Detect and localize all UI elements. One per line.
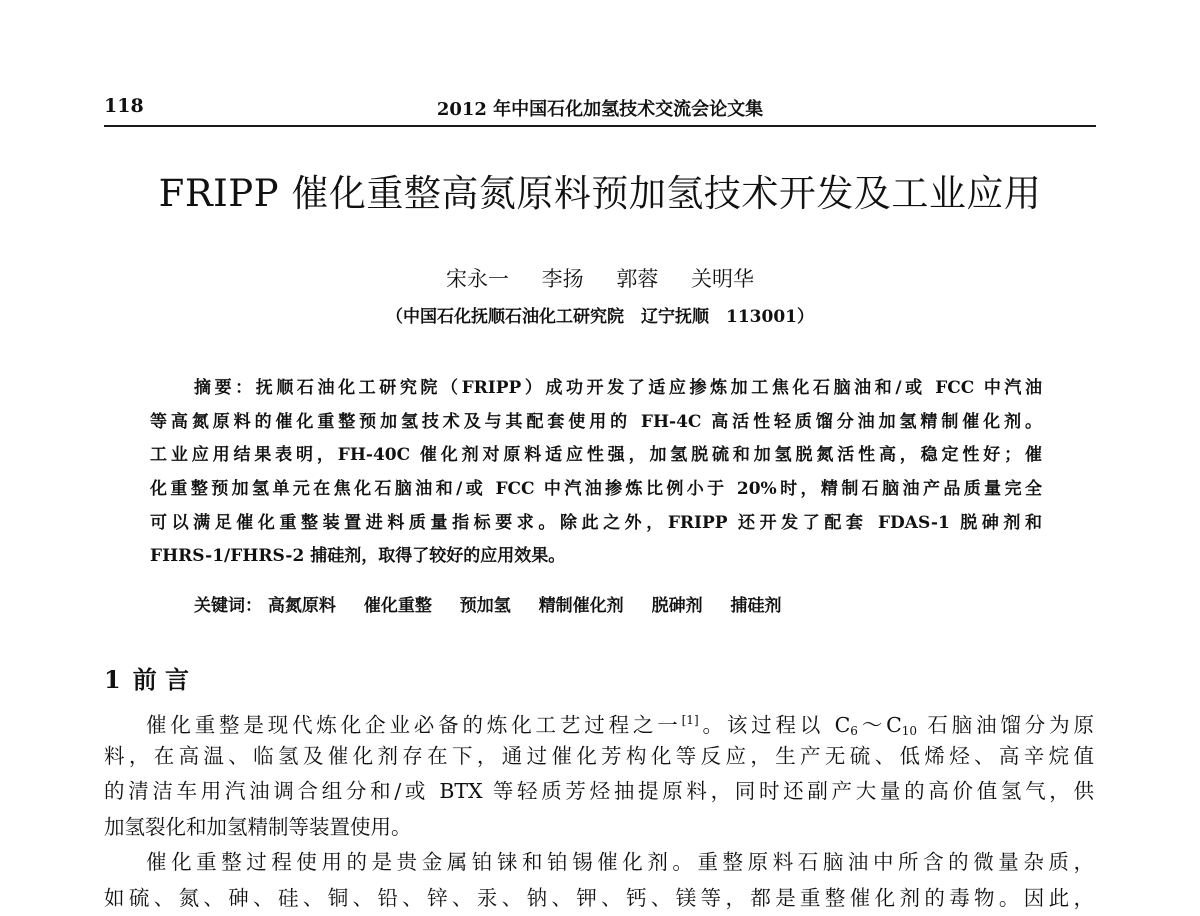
- author-list: [0, 263, 1200, 293]
- author-name: 李扬: [542, 267, 584, 291]
- page-number: 118: [104, 95, 144, 117]
- affiliation: （中国石化抚顺石油化工研究院 辽宁抚顺 113001）: [0, 302, 1200, 327]
- keyword: 精制催化剂: [539, 596, 624, 616]
- keyword: 脱砷剂: [652, 596, 703, 616]
- abstract-line: 化重整预加氢单元在焦化石脑油和/或 FCC 中汽油掺炼比例小于 20%时，精制石脑油产品质量完全: [150, 473, 1042, 507]
- body-text: [104, 703, 1094, 916]
- keywords-label: 关键词：: [194, 596, 262, 616]
- keyword: 高氮原料: [268, 596, 336, 616]
- section-number: 1: [104, 665, 121, 694]
- citation-ref: [1]: [682, 713, 699, 727]
- abstract-line: 等高氮原料的催化重整预加氢技术及与其配套使用的 FH-4C 高活性轻质馏分油加氢精制催化剂。: [150, 406, 1042, 440]
- paper-title: FRIPP 催化重整高氮原料预加氢技术开发及工业应用: [60, 170, 1140, 218]
- keywords: [194, 591, 804, 616]
- author-name: 关明华: [691, 267, 754, 291]
- page-header: [104, 93, 1096, 127]
- body-line: 加氢裂化和加氢精制等装置使用。: [104, 810, 1094, 846]
- abstract-line: FHRS-1/FHRS-2 捕硅剂，取得了较好的应用效果。: [150, 540, 1042, 574]
- author-name: 郭蓉: [616, 267, 658, 291]
- abstract-line: 可以满足催化重整装置进料质量指标要求。除此之外，FRIPP 还开发了配套 FDAS-1 脱砷剂和: [150, 507, 1042, 541]
- keyword: 捕硅剂: [731, 596, 782, 616]
- keyword: 催化重整: [364, 596, 432, 616]
- keyword: 预加氢: [460, 596, 511, 616]
- author-name: 宋永一: [446, 267, 509, 291]
- abstract-line: 工业应用结果表明，FH-40C 催化剂对原料适应性强，加氢脱硫和加氢脱氮活性高，稳定性好；催: [150, 439, 1042, 473]
- body-line: 的清洁车用汽油调合组分和/或 BTX 等轻质芳烃抽提原料，同时还副产大量的高价值氢气，供: [104, 774, 1094, 810]
- abstract-line: 摘要：抚顺石油化工研究院（FRIPP）成功开发了适应掺炼加工焦化石脑油和/或 FCC 中汽油: [150, 372, 1042, 406]
- body-line: 如硫、氮、砷、硅、铜、铅、锌、汞、钠、钾、钙、镁等，都是重整催化剂的毒物。因此，: [104, 881, 1094, 916]
- body-line: 催化重整过程使用的是贵金属铂铼和铂锡催化剂。重整原料石脑油中所含的微量杂质，: [104, 845, 1094, 881]
- body-line: 催化重整是现代炼化企业必备的炼化工艺过程之一[1]。该过程以 $C_6\sim C_{10}$ 石脑油馏分为原: [104, 703, 1094, 739]
- body-line: 料，在高温、临氢及催化剂存在下，通过催化芳构化等反应，生产无硫、低烯烃、高辛烷值: [104, 739, 1094, 775]
- abstract: [150, 372, 1042, 574]
- running-title: 2012 年中国石化加氢技术交流会论文集: [104, 95, 1096, 121]
- section-heading: [104, 660, 189, 695]
- section-title: 前 言: [133, 665, 189, 694]
